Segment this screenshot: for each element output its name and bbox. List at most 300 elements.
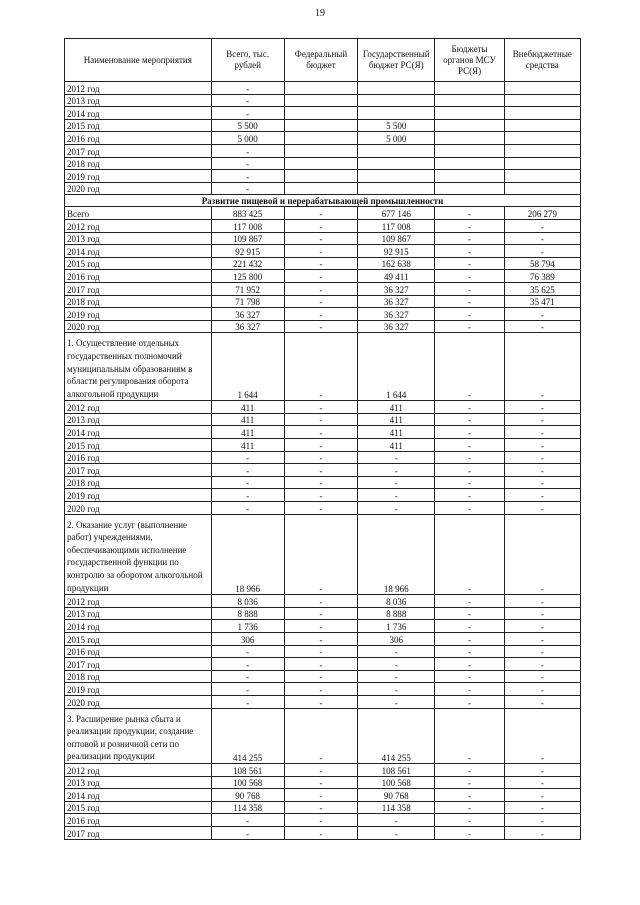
cell-extrabudgetary: - (504, 620, 580, 633)
table-row (65, 645, 581, 658)
cell-activity-name: 2012 год (65, 401, 212, 414)
cell-municipal: - (435, 620, 504, 633)
cell-activity-name: 2014 год (65, 426, 212, 439)
cell-extrabudgetary: - (504, 695, 580, 708)
cell-federal: - (284, 413, 357, 426)
cell-extrabudgetary (504, 157, 580, 170)
table-row (65, 439, 581, 452)
cell-total: 18 966 (211, 514, 284, 595)
cell-extrabudgetary: 35 471 (504, 295, 580, 308)
cell-total: 117 008 (211, 219, 284, 232)
cell-state: 108 561 (358, 763, 435, 776)
cell-extrabudgetary: 58 794 (504, 257, 580, 270)
table-row (65, 502, 581, 515)
cell-municipal (435, 157, 504, 170)
cell-state: 411 (358, 401, 435, 414)
cell-activity-name: 2018 год (65, 476, 212, 489)
cell-federal: - (284, 464, 357, 477)
cell-municipal: - (435, 489, 504, 502)
table-row (65, 245, 581, 258)
cell-extrabudgetary: 206 279 (504, 207, 580, 220)
cell-municipal (435, 170, 504, 183)
cell-extrabudgetary: - (504, 502, 580, 515)
cell-activity-name: 2015 год (65, 119, 212, 132)
cell-federal: - (284, 219, 357, 232)
cell-state: - (358, 502, 435, 515)
cell-extrabudgetary (504, 94, 580, 107)
cell-activity-name: 2. Оказание услуг (выполнение работ) учреждениями, обеспечивающими исполнение государственной функции по контролю за оборотом алкогольной продукции (65, 514, 212, 595)
cell-activity-name: 2012 год (65, 219, 212, 232)
cell-extrabudgetary: - (504, 776, 580, 789)
cell-activity-name: 2012 год (65, 595, 212, 608)
cell-federal (284, 107, 357, 120)
cell-activity-name: 2017 год (65, 658, 212, 671)
table-row (65, 620, 581, 633)
cell-state: 92 915 (358, 245, 435, 258)
cell-extrabudgetary: - (504, 814, 580, 827)
cell-federal: - (284, 645, 357, 658)
cell-federal: - (284, 270, 357, 283)
cell-federal: - (284, 308, 357, 321)
cell-total: - (211, 107, 284, 120)
cell-municipal: - (435, 282, 504, 295)
cell-municipal: - (435, 464, 504, 477)
cell-state (358, 170, 435, 183)
cell-extrabudgetary: - (504, 439, 580, 452)
cell-activity-name: 2019 год (65, 489, 212, 502)
cell-total: - (211, 489, 284, 502)
cell-total: - (211, 82, 284, 95)
cell-state: 306 (358, 633, 435, 646)
table-row (65, 270, 581, 283)
cell-activity-name: 2020 год (65, 695, 212, 708)
table-row (65, 426, 581, 439)
cell-activity-name: 2015 год (65, 633, 212, 646)
cell-extrabudgetary: - (504, 320, 580, 333)
cell-municipal: - (435, 257, 504, 270)
cell-extrabudgetary: - (504, 451, 580, 464)
cell-extrabudgetary: - (504, 514, 580, 595)
cell-total: 71 798 (211, 295, 284, 308)
cell-state: 414 255 (358, 708, 435, 763)
cell-total: 100 568 (211, 776, 284, 789)
header-municipal-budget: Бюджеты органов МСУ РС(Я) (435, 39, 504, 82)
table-row (65, 119, 581, 132)
cell-federal (284, 182, 357, 195)
table-row (65, 476, 581, 489)
cell-total: 92 915 (211, 245, 284, 258)
cell-municipal: - (435, 308, 504, 321)
cell-total: - (211, 670, 284, 683)
cell-extrabudgetary: - (504, 245, 580, 258)
cell-extrabudgetary: - (504, 708, 580, 763)
cell-municipal (435, 94, 504, 107)
table-row (65, 683, 581, 696)
cell-municipal: - (435, 658, 504, 671)
cell-federal: - (284, 683, 357, 696)
cell-extrabudgetary: - (504, 426, 580, 439)
cell-federal: - (284, 295, 357, 308)
cell-state: 49 411 (358, 270, 435, 283)
cell-federal: - (284, 789, 357, 802)
cell-total: - (211, 658, 284, 671)
cell-extrabudgetary: - (504, 333, 580, 401)
table-row (65, 282, 581, 295)
cell-extrabudgetary: 35 625 (504, 282, 580, 295)
activity-row (65, 514, 581, 595)
table-row (65, 789, 581, 802)
cell-federal (284, 132, 357, 145)
cell-federal: - (284, 320, 357, 333)
cell-total: - (211, 451, 284, 464)
cell-total: 8 888 (211, 607, 284, 620)
cell-extrabudgetary: - (504, 464, 580, 477)
cell-total: - (211, 464, 284, 477)
cell-activity-name: 2013 год (65, 413, 212, 426)
cell-federal: - (284, 670, 357, 683)
table-row (65, 695, 581, 708)
cell-activity-name: 2017 год (65, 464, 212, 477)
cell-extrabudgetary: - (504, 489, 580, 502)
cell-federal: - (284, 426, 357, 439)
cell-state: 677 146 (358, 207, 435, 220)
table-row (65, 94, 581, 107)
cell-municipal: - (435, 514, 504, 595)
cell-extrabudgetary: - (504, 826, 580, 839)
cell-municipal: - (435, 645, 504, 658)
cell-total: - (211, 683, 284, 696)
cell-extrabudgetary: - (504, 789, 580, 802)
cell-municipal (435, 119, 504, 132)
cell-total: - (211, 170, 284, 183)
cell-activity-name: 2013 год (65, 94, 212, 107)
cell-federal: - (284, 814, 357, 827)
cell-total: 883 425 (211, 207, 284, 220)
cell-activity-name: 2016 год (65, 645, 212, 658)
cell-state: 1 736 (358, 620, 435, 633)
table-body (65, 82, 581, 840)
table-row (65, 82, 581, 95)
cell-activity-name: 3. Расширение рынка сбыта и реализации продукции, создание оптовой и розничной сети по реализации продукции (65, 708, 212, 763)
cell-extrabudgetary: - (504, 476, 580, 489)
section-heading-row (65, 195, 581, 207)
cell-federal: - (284, 257, 357, 270)
cell-federal (284, 119, 357, 132)
cell-municipal: - (435, 670, 504, 683)
cell-extrabudgetary (504, 132, 580, 145)
cell-activity-name: 2018 год (65, 157, 212, 170)
cell-total: - (211, 476, 284, 489)
cell-federal: - (284, 333, 357, 401)
table-row (65, 401, 581, 414)
cell-total: - (211, 502, 284, 515)
table-row (65, 633, 581, 646)
cell-activity-name: 2017 год (65, 826, 212, 839)
table-row (65, 451, 581, 464)
cell-activity-name: 2012 год (65, 82, 212, 95)
cell-municipal: - (435, 595, 504, 608)
cell-municipal: - (435, 439, 504, 452)
table-row (65, 776, 581, 789)
cell-extrabudgetary (504, 182, 580, 195)
cell-state: - (358, 826, 435, 839)
cell-total: 8 036 (211, 595, 284, 608)
cell-state: 8 036 (358, 595, 435, 608)
cell-total: 36 327 (211, 308, 284, 321)
cell-state: 411 (358, 426, 435, 439)
activity-row (65, 333, 581, 401)
cell-federal: - (284, 607, 357, 620)
cell-state (358, 144, 435, 157)
cell-federal: - (284, 401, 357, 414)
cell-municipal: - (435, 413, 504, 426)
table-row (65, 144, 581, 157)
cell-extrabudgetary: - (504, 232, 580, 245)
cell-state: 5 500 (358, 119, 435, 132)
table-row (65, 814, 581, 827)
cell-total: 221 432 (211, 257, 284, 270)
cell-activity-name: 2014 год (65, 107, 212, 120)
cell-state: 109 867 (358, 232, 435, 245)
cell-total: 411 (211, 413, 284, 426)
table-row (65, 207, 581, 220)
cell-federal: - (284, 658, 357, 671)
cell-federal: - (284, 245, 357, 258)
cell-municipal (435, 144, 504, 157)
cell-activity-name: 2017 год (65, 144, 212, 157)
cell-state: 5 000 (358, 132, 435, 145)
cell-federal: - (284, 633, 357, 646)
cell-federal: - (284, 502, 357, 515)
cell-total: - (211, 814, 284, 827)
cell-federal: - (284, 476, 357, 489)
cell-total: - (211, 157, 284, 170)
section-title: Развитие пищевой и перерабатывающей промышленности (65, 195, 581, 207)
cell-municipal (435, 107, 504, 120)
cell-municipal (435, 182, 504, 195)
cell-federal: - (284, 801, 357, 814)
cell-state: 100 568 (358, 776, 435, 789)
cell-municipal: - (435, 320, 504, 333)
cell-municipal: - (435, 633, 504, 646)
cell-federal: - (284, 695, 357, 708)
cell-municipal: - (435, 708, 504, 763)
cell-municipal: - (435, 451, 504, 464)
table-header-row (65, 39, 581, 82)
cell-activity-name: 2014 год (65, 620, 212, 633)
cell-activity-name: 1. Осуществление отдельных государственных полномочий муниципальным образованиям в области регулирования оборота алкогольной продукции (65, 333, 212, 401)
header-activity-name: Наименование мероприятия (65, 39, 212, 82)
cell-state: - (358, 683, 435, 696)
cell-municipal: - (435, 607, 504, 620)
cell-municipal (435, 132, 504, 145)
cell-extrabudgetary: - (504, 595, 580, 608)
cell-activity-name: 2015 год (65, 801, 212, 814)
table-row (65, 595, 581, 608)
cell-activity-name: 2013 год (65, 776, 212, 789)
cell-extrabudgetary (504, 170, 580, 183)
cell-municipal: - (435, 207, 504, 220)
cell-total: - (211, 695, 284, 708)
cell-federal: - (284, 595, 357, 608)
table-row (65, 801, 581, 814)
cell-municipal: - (435, 776, 504, 789)
cell-total: 414 255 (211, 708, 284, 763)
cell-extrabudgetary: - (504, 763, 580, 776)
table-row (65, 826, 581, 839)
cell-total: 109 867 (211, 232, 284, 245)
cell-activity-name: 2016 год (65, 270, 212, 283)
header-federal-budget: Федеральный бюджет (284, 39, 357, 82)
cell-total: - (211, 94, 284, 107)
cell-extrabudgetary: - (504, 658, 580, 671)
cell-extrabudgetary (504, 82, 580, 95)
table-row (65, 489, 581, 502)
cell-total: 90 768 (211, 789, 284, 802)
table-row (65, 107, 581, 120)
cell-municipal (435, 82, 504, 95)
cell-extrabudgetary: - (504, 645, 580, 658)
header-extrabudgetary: Внебюджетные средства (504, 39, 580, 82)
cell-total: 108 561 (211, 763, 284, 776)
cell-activity-name: 2016 год (65, 814, 212, 827)
table-row (65, 170, 581, 183)
table-row (65, 295, 581, 308)
table-row (65, 464, 581, 477)
cell-federal: - (284, 207, 357, 220)
cell-municipal: - (435, 814, 504, 827)
cell-activity-name: 2018 год (65, 295, 212, 308)
cell-activity-name: 2016 год (65, 451, 212, 464)
cell-state: 162 638 (358, 257, 435, 270)
cell-state: 114 358 (358, 801, 435, 814)
cell-activity-name: 2020 год (65, 320, 212, 333)
cell-state: 18 966 (358, 514, 435, 595)
table-row (65, 308, 581, 321)
cell-activity-name: 2019 год (65, 683, 212, 696)
cell-municipal: - (435, 333, 504, 401)
cell-total: 306 (211, 633, 284, 646)
budget-table (64, 38, 581, 840)
cell-federal (284, 94, 357, 107)
table-row (65, 763, 581, 776)
cell-state: - (358, 645, 435, 658)
cell-federal: - (284, 826, 357, 839)
cell-state: 36 327 (358, 320, 435, 333)
table-row (65, 232, 581, 245)
cell-federal (284, 170, 357, 183)
cell-municipal: - (435, 219, 504, 232)
table-row (65, 320, 581, 333)
cell-extrabudgetary (504, 107, 580, 120)
cell-municipal: - (435, 245, 504, 258)
cell-activity-name: Всего (65, 207, 212, 220)
cell-activity-name: 2015 год (65, 439, 212, 452)
cell-activity-name: 2012 год (65, 763, 212, 776)
cell-state: - (358, 695, 435, 708)
cell-federal: - (284, 514, 357, 595)
cell-activity-name: 2020 год (65, 502, 212, 515)
cell-federal: - (284, 776, 357, 789)
cell-total: 411 (211, 401, 284, 414)
cell-activity-name: 2019 год (65, 308, 212, 321)
cell-state: 117 008 (358, 219, 435, 232)
cell-extrabudgetary: - (504, 308, 580, 321)
cell-state (358, 82, 435, 95)
cell-activity-name: 2014 год (65, 245, 212, 258)
cell-federal: - (284, 708, 357, 763)
cell-extrabudgetary: 76 389 (504, 270, 580, 283)
table-row (65, 670, 581, 683)
cell-extrabudgetary: - (504, 633, 580, 646)
cell-extrabudgetary: - (504, 607, 580, 620)
cell-municipal: - (435, 826, 504, 839)
cell-municipal: - (435, 232, 504, 245)
cell-municipal: - (435, 401, 504, 414)
cell-federal (284, 157, 357, 170)
cell-federal (284, 82, 357, 95)
cell-state (358, 157, 435, 170)
cell-activity-name: 2016 год (65, 132, 212, 145)
cell-state: 36 327 (358, 282, 435, 295)
cell-total: 5 500 (211, 119, 284, 132)
cell-state: - (358, 476, 435, 489)
cell-federal: - (284, 489, 357, 502)
cell-activity-name: 2017 год (65, 282, 212, 295)
cell-state: - (358, 464, 435, 477)
cell-federal: - (284, 620, 357, 633)
cell-activity-name: 2018 год (65, 670, 212, 683)
cell-total: - (211, 645, 284, 658)
cell-state: - (358, 814, 435, 827)
cell-activity-name: 2020 год (65, 182, 212, 195)
cell-extrabudgetary: - (504, 219, 580, 232)
cell-total: 36 327 (211, 320, 284, 333)
header-total: Всего, тыс. рублей (211, 39, 284, 82)
cell-federal: - (284, 232, 357, 245)
page-number: 19 (315, 8, 325, 19)
cell-state: - (358, 489, 435, 502)
cell-state: 1 644 (358, 333, 435, 401)
cell-state (358, 94, 435, 107)
cell-total: 411 (211, 439, 284, 452)
cell-federal (284, 144, 357, 157)
table-row (65, 607, 581, 620)
cell-activity-name: 2015 год (65, 257, 212, 270)
table-row (65, 257, 581, 270)
cell-total: - (211, 182, 284, 195)
cell-activity-name: 2014 год (65, 789, 212, 802)
cell-activity-name: 2019 год (65, 170, 212, 183)
cell-federal: - (284, 439, 357, 452)
cell-state: 411 (358, 413, 435, 426)
table-row (65, 413, 581, 426)
cell-municipal: - (435, 801, 504, 814)
cell-federal: - (284, 451, 357, 464)
table-row (65, 132, 581, 145)
cell-state: 36 327 (358, 308, 435, 321)
cell-federal: - (284, 763, 357, 776)
cell-activity-name: 2013 год (65, 607, 212, 620)
cell-state (358, 107, 435, 120)
table-row (65, 219, 581, 232)
cell-state: 90 768 (358, 789, 435, 802)
cell-total: 1 644 (211, 333, 284, 401)
cell-total: 71 952 (211, 282, 284, 295)
cell-extrabudgetary: - (504, 401, 580, 414)
cell-state: - (358, 451, 435, 464)
cell-municipal: - (435, 476, 504, 489)
